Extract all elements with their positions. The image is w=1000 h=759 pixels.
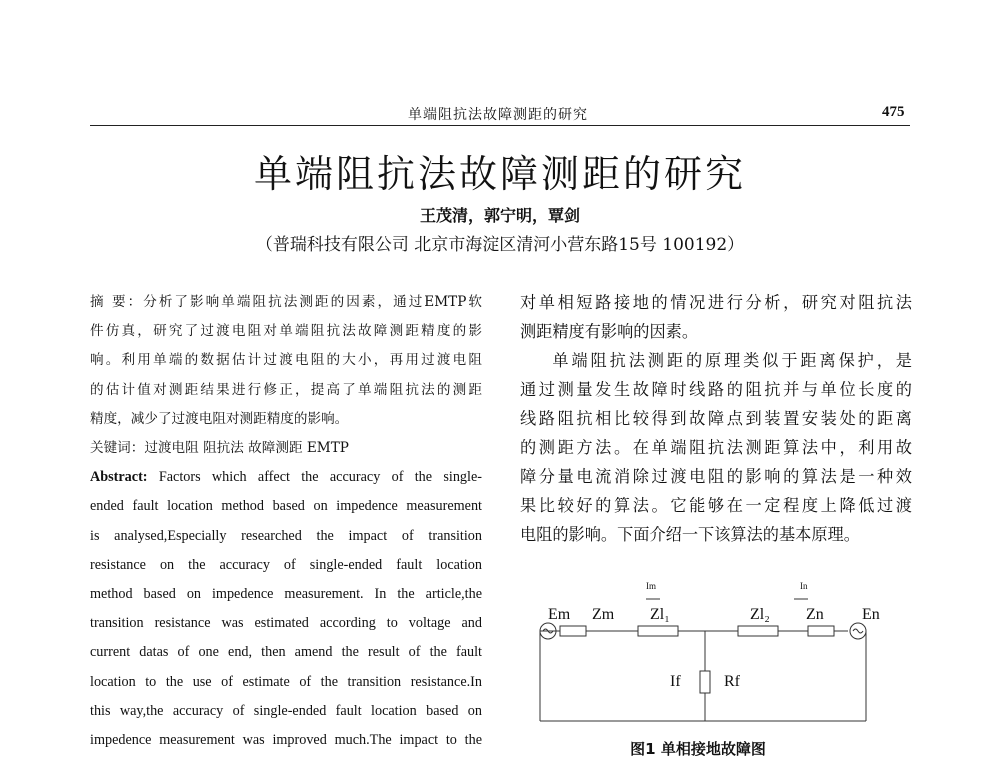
zl1-impedance bbox=[638, 626, 678, 636]
abstract-en-line: ended fault location method based on impedence measurement bbox=[90, 498, 482, 515]
abstract-en-label: Abstract: bbox=[90, 469, 148, 486]
zl2-impedance bbox=[738, 626, 778, 636]
zn-impedance bbox=[808, 626, 834, 636]
abstract-cn-line: 摘 要：分析了影响单端阻抗法测距的因素，通过EMTP软 bbox=[90, 294, 482, 310]
figure-caption: 图1 单相接地故障图 bbox=[630, 740, 766, 758]
paper-affiliation: （普瑞科技有限公司 北京市海淀区清河小营东路15号 100192） bbox=[255, 235, 745, 255]
abstract-en-line: is analysed,Especially researched the impact of transition bbox=[90, 527, 482, 544]
body-line: 线路阻抗相比较得到故障点到装置安装处的距离 bbox=[520, 409, 912, 428]
body-line: 果比较好的算法。它能够在一定程度上降低过渡 bbox=[520, 496, 912, 515]
body-line: 的测距方法。在单端阻抗法测距算法中，利用故 bbox=[520, 438, 912, 457]
abstract-en-line: this way,the accuracy of single-ended fault location based on bbox=[90, 702, 482, 719]
abstract-en-line: resistance on the accuracy of single-ended fault location bbox=[90, 556, 482, 573]
page-number: 475 bbox=[882, 104, 905, 120]
abstract-en-first-line bbox=[90, 463, 482, 492]
abstract-en-line: transition resistance was estimated according to voltage and bbox=[90, 615, 482, 632]
em-label: Em bbox=[548, 606, 571, 623]
body-line: 电阻的影响。下面介绍一下该算法的基本原理。 bbox=[520, 525, 860, 544]
body-line: 对单相短路接地的情况进行分析，研究对阻抗法 bbox=[520, 293, 912, 312]
rf-resistor bbox=[700, 671, 710, 693]
abstract-cn-line: 件仿真，研究了过渡电阻对单端阻抗法故障测距精度的影 bbox=[90, 323, 482, 340]
abstract-en-line: location to the use of estimate of the transition resistance.In bbox=[90, 673, 482, 690]
zl1-label: Zl₁ bbox=[650, 606, 670, 623]
zl2-label: Zl₂ bbox=[750, 606, 770, 623]
right-column bbox=[520, 288, 912, 549]
paper-authors: 王茂清，郭宁明，覃剑 bbox=[419, 206, 580, 225]
running-title: 单端阻抗法故障测距的研究 bbox=[408, 107, 588, 123]
paper-title: 单端阻抗法故障测距的研究 bbox=[253, 152, 746, 196]
header-rule bbox=[90, 125, 910, 126]
body-line: 测距精度有影响的因素。 bbox=[520, 322, 699, 341]
abstract-cn-line: 响。利用单端的数据估计过渡电阻的大小，再用过渡电阻 bbox=[90, 352, 482, 369]
circuit-diagram bbox=[518, 575, 918, 735]
en-label: En bbox=[862, 606, 880, 623]
body-line: 通过测量发生故障时线路的阻抗并与单位长度的 bbox=[520, 380, 912, 399]
keywords: 关键词：过渡电阻 阻抗法 故障测距 EMTP bbox=[90, 440, 349, 457]
im-label: Im bbox=[646, 581, 656, 591]
circuit-figure bbox=[518, 575, 918, 758]
left-column bbox=[90, 288, 482, 755]
in-label: In bbox=[800, 581, 808, 591]
abstract-en-first-text: Factors which affect the accuracy of the single- bbox=[147, 469, 482, 486]
body-line: 障分量电流消除过渡电阻的影响的算法是一种效 bbox=[520, 467, 912, 486]
zm-label: Zm bbox=[592, 606, 615, 623]
rf-label: Rf bbox=[724, 673, 740, 690]
abstract-en-line: method based on impedence measurement. In the article,the bbox=[90, 586, 482, 603]
abstract-cn-line: 精度，减少了过渡电阻对测距精度的影响。 bbox=[90, 410, 349, 427]
abstract-en-line: impedence measurement was improved much.The impact to the bbox=[90, 732, 482, 749]
if-label: If bbox=[670, 673, 681, 690]
abstract-cn-line: 的估计值对测距结果进行修正，提高了单端阻抗法的测距 bbox=[90, 381, 482, 398]
zn-label: Zn bbox=[806, 606, 824, 623]
body-line: 单端阻抗法测距的原理类似于距离保护，是 bbox=[552, 351, 912, 370]
zm-impedance bbox=[560, 626, 586, 636]
abstract-en-line: current datas of one end, then amend the result of the fault bbox=[90, 644, 482, 661]
